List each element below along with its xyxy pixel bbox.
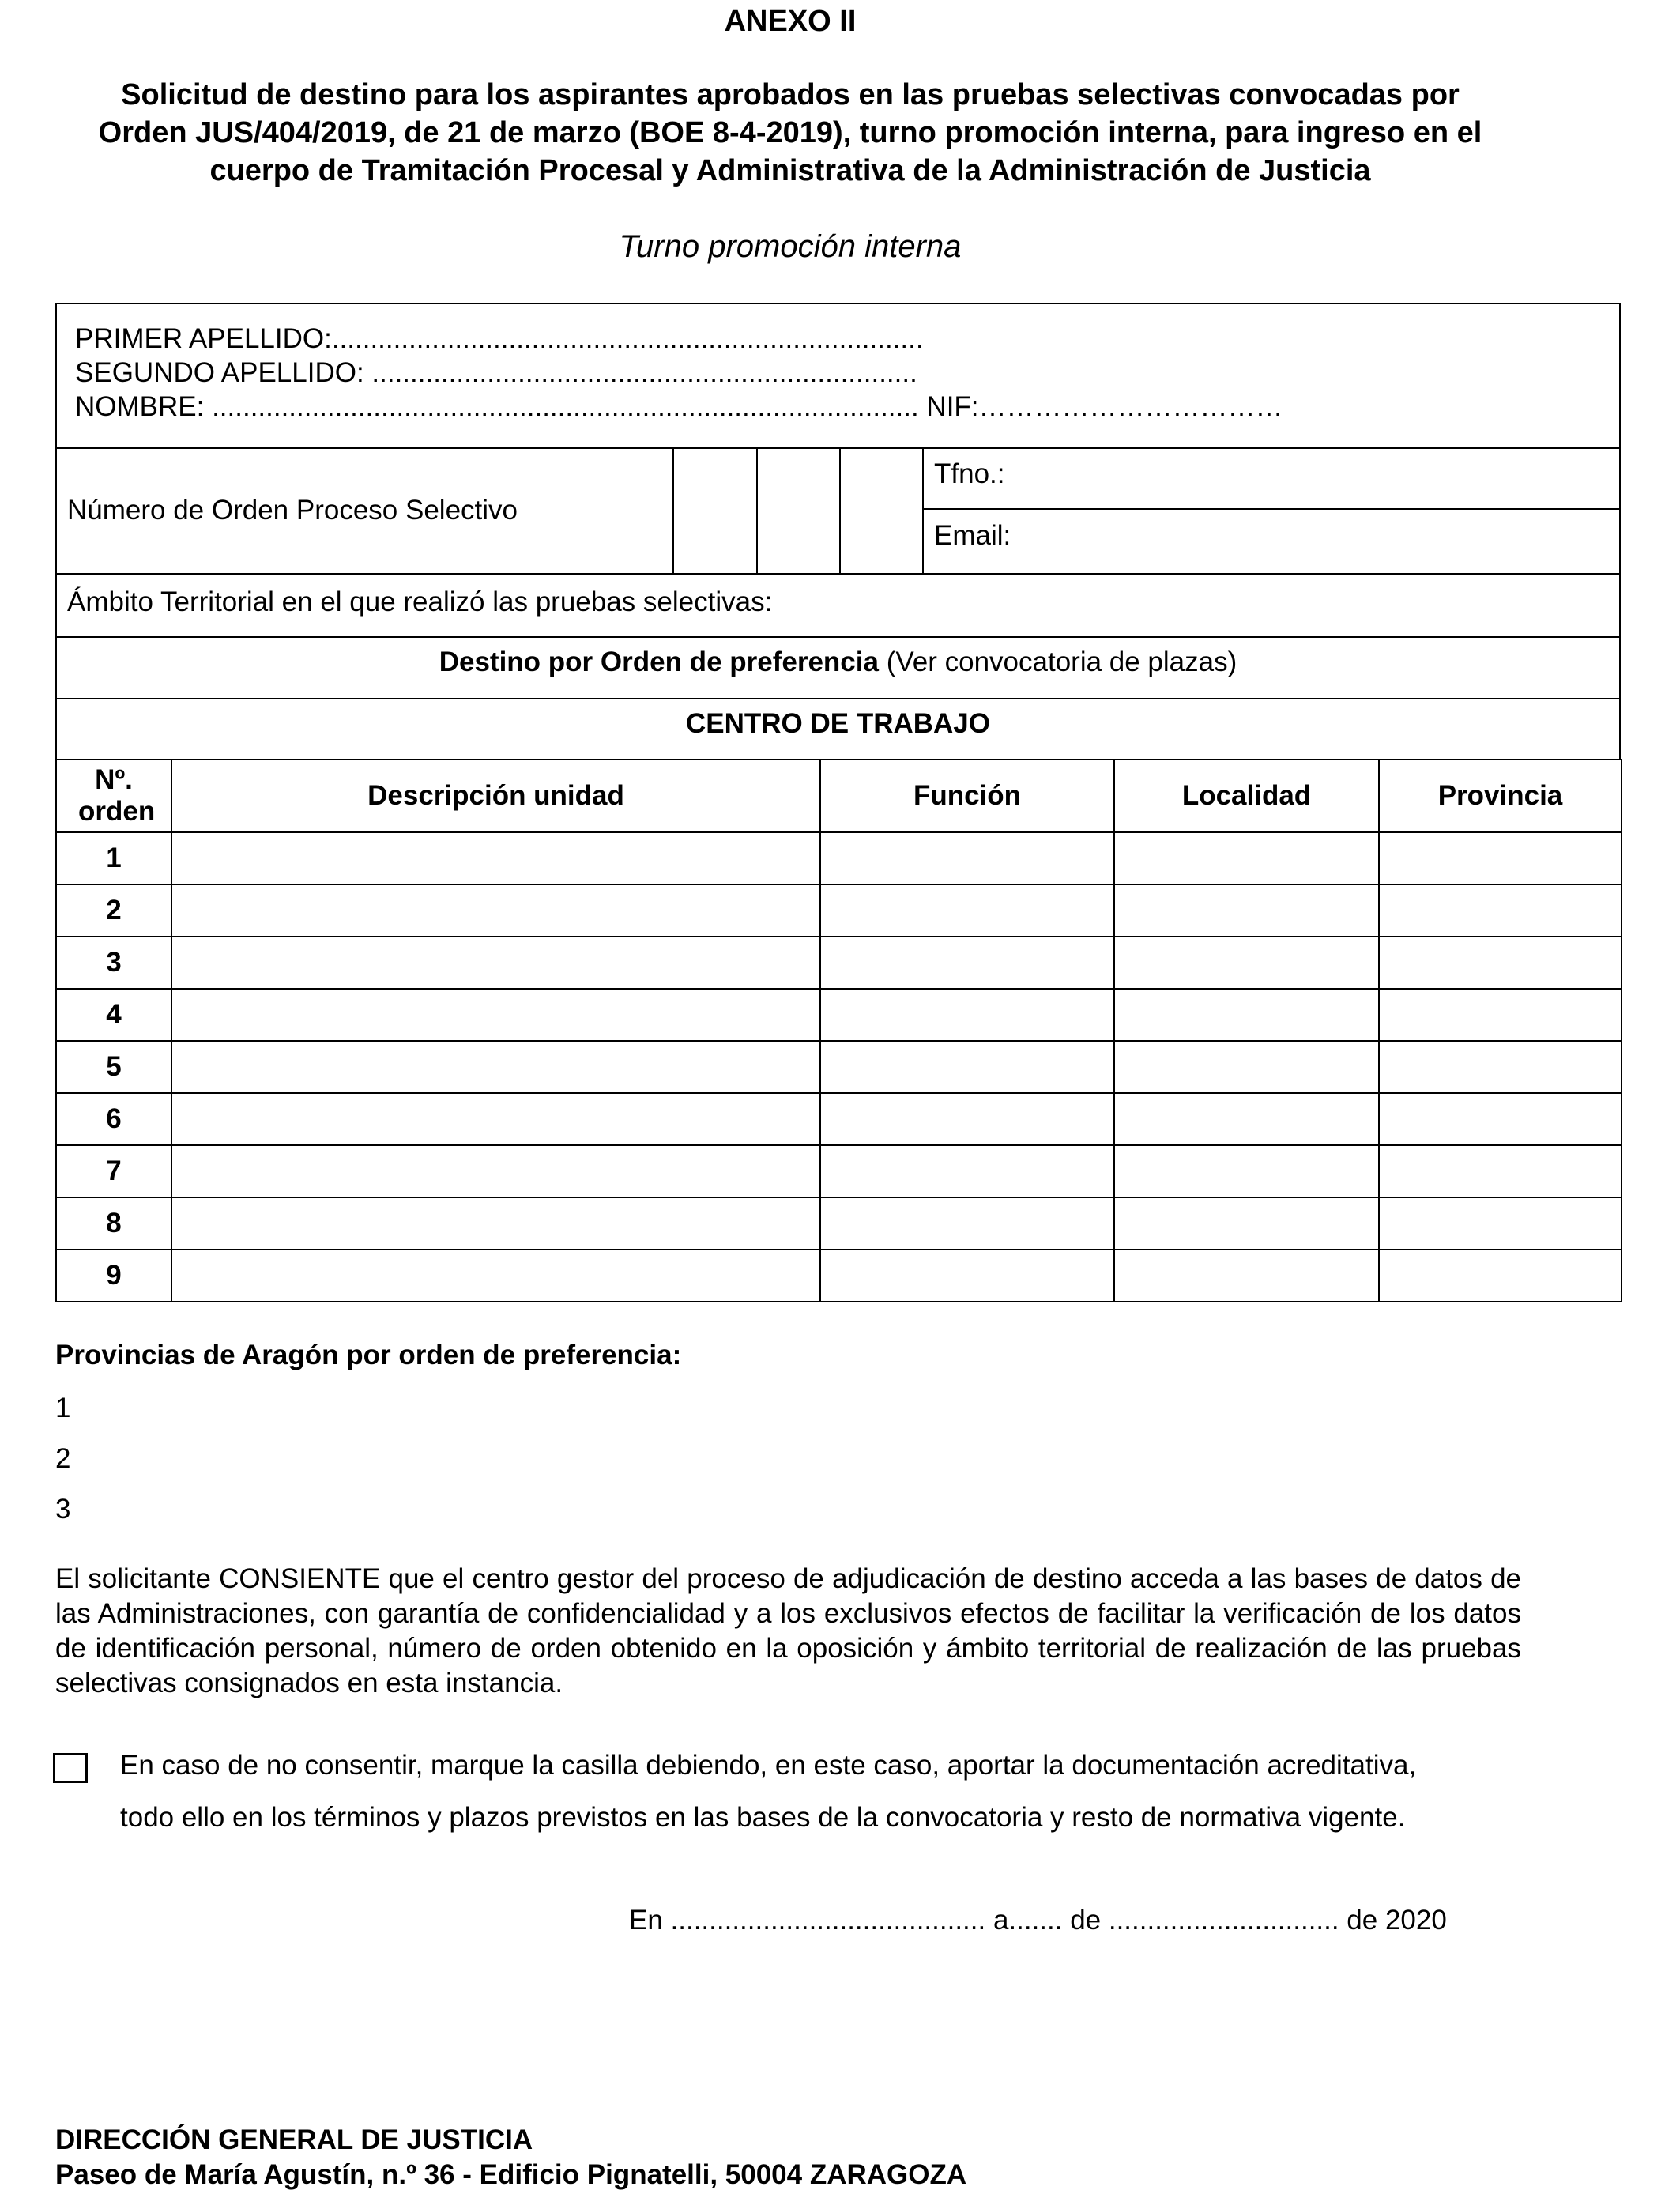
provincia-cell[interactable] bbox=[1379, 1145, 1622, 1197]
destino-heading-note: (Ver convocatoria de plazas) bbox=[878, 647, 1237, 677]
localidad-cell[interactable] bbox=[1114, 937, 1379, 989]
footer-organization: DIRECCIÓN GENERAL DE JUSTICIA bbox=[55, 2124, 533, 2155]
provincia-cell[interactable] bbox=[1379, 1041, 1622, 1093]
localidad-cell[interactable] bbox=[1114, 1250, 1379, 1302]
row-number: 1 bbox=[56, 832, 171, 884]
form-title bbox=[79, 76, 1501, 190]
table-row bbox=[56, 989, 1622, 1041]
provincia-cell[interactable] bbox=[1379, 884, 1622, 937]
numero-orden-digit-1[interactable] bbox=[674, 449, 755, 573]
provincia-cell[interactable] bbox=[1379, 1093, 1622, 1145]
localidad-cell[interactable] bbox=[1114, 1145, 1379, 1197]
table-row bbox=[56, 1250, 1622, 1302]
row-number: 4 bbox=[56, 989, 171, 1041]
row-number: 9 bbox=[56, 1250, 171, 1302]
funcion-cell[interactable] bbox=[820, 937, 1114, 989]
provincia-cell[interactable] bbox=[1379, 937, 1622, 989]
funcion-cell[interactable] bbox=[820, 884, 1114, 937]
footer-address: Paseo de María Agustín, n.º 36 - Edificio Pignatelli, 50004 ZARAGOZA bbox=[55, 2159, 967, 2190]
localidad-cell[interactable] bbox=[1114, 1197, 1379, 1250]
checkbox-text-line-2: todo ello en los términos y plazos previstos en las bases de la convocatoria y resto de normativa vigente. bbox=[120, 1802, 1406, 1833]
funcion-cell[interactable] bbox=[820, 832, 1114, 884]
form-title-line-1: Solicitud de destino para los aspirantes aprobados en las pruebas selectivas convocadas por bbox=[121, 78, 1460, 111]
funcion-cell[interactable] bbox=[820, 1041, 1114, 1093]
descripcion-cell[interactable] bbox=[171, 1145, 820, 1197]
funcion-cell[interactable] bbox=[820, 1250, 1114, 1302]
row-number: 7 bbox=[56, 1145, 171, 1197]
no-consent-checkbox[interactable] bbox=[53, 1753, 88, 1783]
table-row bbox=[56, 1145, 1622, 1197]
table-row bbox=[56, 884, 1622, 937]
tfno-field[interactable]: Tfno.: bbox=[934, 458, 1005, 489]
turno-subtitle: Turno promoción interna bbox=[619, 229, 962, 264]
table-header-row bbox=[56, 760, 1622, 832]
provincia-preference-2[interactable]: 2 bbox=[55, 1443, 71, 1474]
descripcion-cell[interactable] bbox=[171, 884, 820, 937]
ambito-territorial-field[interactable]: Ámbito Territorial en el que realizó las pruebas selectivas: bbox=[67, 586, 773, 617]
descripcion-cell[interactable] bbox=[171, 1041, 820, 1093]
column-header-provincia: Provincia bbox=[1379, 760, 1622, 832]
funcion-cell[interactable] bbox=[820, 1197, 1114, 1250]
centro-trabajo-heading: CENTRO DE TRABAJO bbox=[685, 708, 991, 739]
provincia-cell[interactable] bbox=[1379, 832, 1622, 884]
provincia-cell[interactable] bbox=[1379, 989, 1622, 1041]
localidad-cell[interactable] bbox=[1114, 1093, 1379, 1145]
provincia-preference-1[interactable]: 1 bbox=[55, 1393, 71, 1423]
row-number: 6 bbox=[56, 1093, 171, 1145]
descripcion-cell[interactable] bbox=[171, 989, 820, 1041]
column-header-descripcion: Descripción unidad bbox=[171, 760, 820, 832]
checkbox-text-line-1: En caso de no consentir, marque la casilla debiendo, en este caso, aportar la documentación acreditativa, bbox=[120, 1750, 1417, 1781]
descripcion-cell[interactable] bbox=[171, 1197, 820, 1250]
descripcion-cell[interactable] bbox=[171, 937, 820, 989]
provincia-cell[interactable] bbox=[1379, 1197, 1622, 1250]
funcion-cell[interactable] bbox=[820, 1093, 1114, 1145]
localidad-cell[interactable] bbox=[1114, 832, 1379, 884]
table-row bbox=[56, 1197, 1622, 1250]
localidad-cell[interactable] bbox=[1114, 1041, 1379, 1093]
funcion-cell[interactable] bbox=[820, 1145, 1114, 1197]
column-header-localidad: Localidad bbox=[1114, 760, 1379, 832]
annex-title: ANEXO II bbox=[724, 5, 857, 38]
row-number: 2 bbox=[56, 884, 171, 937]
row-number: 3 bbox=[56, 937, 171, 989]
table-row bbox=[56, 1093, 1622, 1145]
table-row bbox=[56, 832, 1622, 884]
descripcion-cell[interactable] bbox=[171, 1093, 820, 1145]
row-number: 8 bbox=[56, 1197, 171, 1250]
localidad-cell[interactable] bbox=[1114, 884, 1379, 937]
consent-paragraph: El solicitante CONSIENTE que el centro gestor del proceso de adjudicación de destino acceda a las bases de datos de las Administraciones, con garantía de confidencialidad y a los exclusivos efectos de facilitar la verificación de los datos de identificación personal, número de orden obtenido en la oposición y ámbito territorial de realización de las pruebas selectivas consignados en esta instancia. bbox=[55, 1563, 1521, 1698]
nombre-nif-field[interactable]: NOMBRE: ............................................................................................ NIF:…………………………… bbox=[75, 391, 1283, 422]
destino-heading bbox=[55, 647, 1621, 678]
numero-orden-label: Número de Orden Proceso Selectivo bbox=[67, 495, 518, 526]
provincia-cell[interactable] bbox=[1379, 1250, 1622, 1302]
table-row bbox=[56, 937, 1622, 989]
email-field[interactable]: Email: bbox=[934, 520, 1011, 551]
row-number: 5 bbox=[56, 1041, 171, 1093]
destino-preference-table bbox=[55, 759, 1622, 1302]
numero-orden-digit-2[interactable] bbox=[758, 449, 838, 573]
place-date-line[interactable]: En ......................................... a....... de .............................. de 2020 bbox=[629, 1905, 1447, 1936]
funcion-cell[interactable] bbox=[820, 989, 1114, 1041]
destino-heading-bold: Destino por Orden de preferencia bbox=[439, 647, 879, 677]
numero-orden-digit-3[interactable] bbox=[841, 449, 921, 573]
primer-apellido-field[interactable]: PRIMER APELLIDO:............................................................................. bbox=[75, 323, 924, 354]
table-row bbox=[56, 1041, 1622, 1093]
provincias-label: Provincias de Aragón por orden de preferencia: bbox=[55, 1340, 682, 1370]
column-header-orden: Nº. orden bbox=[56, 760, 171, 832]
column-header-funcion: Función bbox=[820, 760, 1114, 832]
provincia-preference-3[interactable]: 3 bbox=[55, 1494, 71, 1525]
descripcion-cell[interactable] bbox=[171, 832, 820, 884]
form-title-line-3: cuerpo de Tramitación Procesal y Administrativa de la Administración de Justicia bbox=[209, 154, 1371, 187]
descripcion-cell[interactable] bbox=[171, 1250, 820, 1302]
form-title-line-2: Orden JUS/404/2019, de 21 de marzo (BOE 8-4-2019), turno promoción interna, para ingreso en el bbox=[98, 116, 1482, 149]
localidad-cell[interactable] bbox=[1114, 989, 1379, 1041]
segundo-apellido-field[interactable]: SEGUNDO APELLIDO: ....................................................................... bbox=[75, 357, 917, 388]
